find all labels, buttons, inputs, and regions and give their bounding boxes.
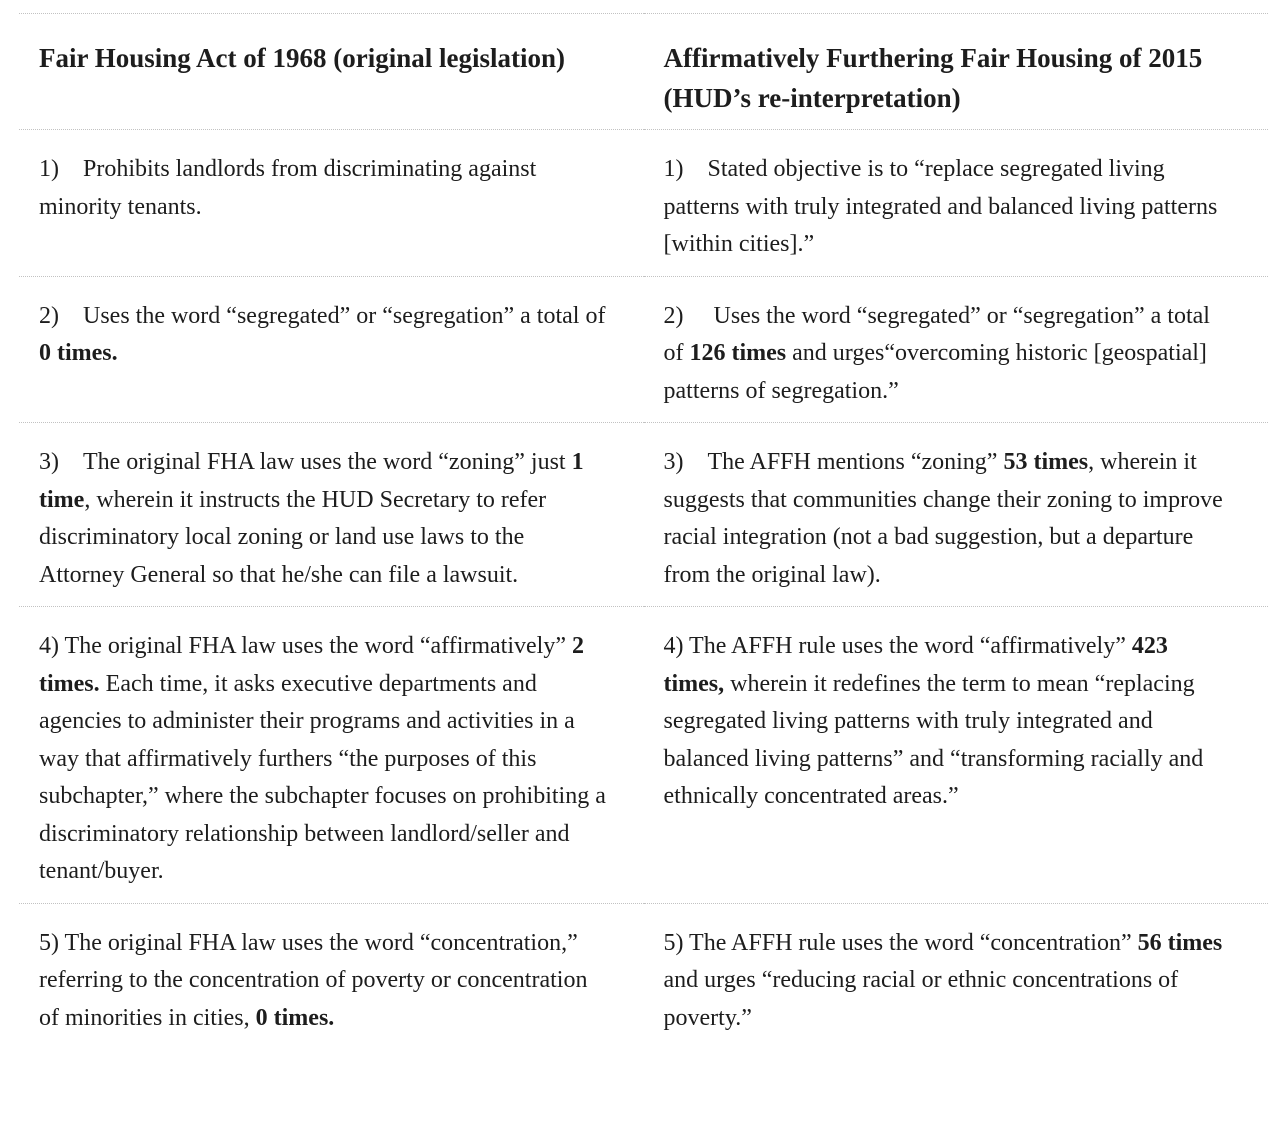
count-emphasis: 126 times [689,340,787,366]
column-header-fha-1968: Fair Housing Act of 1968 (original legislation) [39,43,565,73]
text-segment: 1) Stated objective is to “replace segregated living patterns with truly integrated and balanced living patterns [within cities].” [663,156,1218,257]
fha-affh-comparison-table [19,13,1268,1049]
affh-cell-3 [644,423,1269,607]
column-header-affh-2015: Affirmatively Furthering Fair Housing of 2015 (HUD’s re-interpretation) [663,43,1203,113]
text-segment: 2) Uses the word “segregated” or “segregation” a total of [663,302,1210,366]
text-segment: 5) The original FHA law uses the word “concentration,” referring to the concentration of poverty or concentration of minorities in cities, [39,929,588,1031]
count-emphasis: 1 time [39,449,584,513]
fha-cell-2 [19,276,644,423]
fha-cell-5 [19,903,644,1049]
text-segment: 2) Uses the word “segregated” or “segregation” a total of [39,302,606,329]
text-segment: 1) Prohibits landlords from discriminating against minority tenants. [39,156,537,220]
affh-cell-5 [644,903,1269,1049]
table-row [19,423,1268,607]
count-emphasis: 0 times. [255,1004,335,1031]
text-segment: 3) The AFFH mentions “zoning” [663,449,1004,475]
header-row [19,14,1268,130]
table-row [19,607,1268,904]
text-segment: 4) The original FHA law uses the word “affirmatively” [39,633,572,659]
table-body [19,130,1268,1050]
count-emphasis: 53 times [1003,449,1089,475]
text-segment: , wherein it instructs the HUD Secretary to refer discriminatory local zoning or land use laws to the Attorney General so that he/she can file a lawsuit. [39,486,547,588]
text-segment: 4) The AFFH rule uses the word “affirmatively” [663,633,1132,659]
count-emphasis: 56 times [1137,929,1223,956]
table-row [19,276,1268,423]
text-segment: wherein it redefines the term to mean “replacing segregated living patterns with truly integrated and balanced living patterns” and “transforming racially and ethnically concentrated areas.” [663,670,1204,809]
table-row [19,903,1268,1049]
count-emphasis: 2 times. [39,633,584,697]
text-segment: Each time, it asks executive departments and agencies to administer their programs and activities in a way that affirmatively furthers “the purposes of this subchapter,” where the subchapter focuses on prohibiting a discriminatory relationship between landlord/seller and tenant/buyer. [39,670,606,884]
affh-cell-4 [644,607,1269,904]
text-segment: 3) The original FHA law uses the word “zoning” just [39,449,572,475]
fha-cell-4 [19,607,644,904]
table-row [19,130,1268,277]
table-header [19,14,1268,130]
count-emphasis: 0 times. [39,340,118,366]
count-emphasis: 423 times, [663,633,1168,697]
text-segment: and urges“overcoming historic [geospatial] patterns of segregation.” [663,340,1207,404]
comparison-table-container [19,13,1268,1049]
text-segment: , wherein it suggests that communities change their zoning to improve racial integration (not a bad suggestion, but a departure from the original law). [663,449,1223,588]
text-segment: and urges “reducing racial or ethnic concentrations of poverty.” [663,967,1179,1031]
text-segment: 5) The AFFH rule uses the word “concentration” [663,929,1138,956]
fha-cell-3 [19,423,644,607]
fha-cell-1 [19,130,644,277]
affh-cell-1 [644,130,1269,277]
affh-cell-2 [644,276,1269,423]
